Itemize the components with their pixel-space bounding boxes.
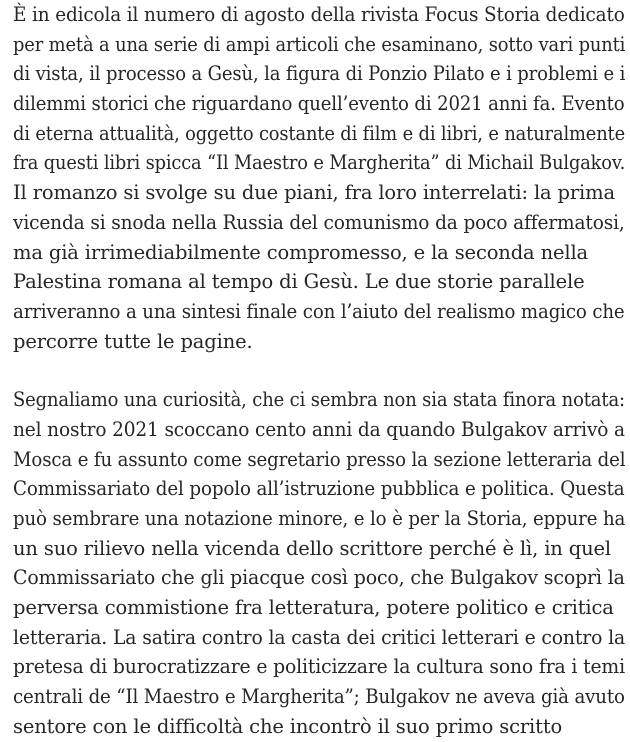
text-line: Palestina romana al tempo di Gesù. Le due storie parallele (13, 270, 585, 294)
text-line: può sembrare una notazione minore, e lo è per la Storia, eppure ha (13, 507, 626, 530)
text-line: sentore con le difficoltà che incontrò il suo primo scritto (13, 714, 563, 738)
text-line: pretesa di burocratizzare e politicizzare la cultura sono fra i temi (13, 655, 625, 679)
text-line: Segnaliamo una curiosità, che ci sembra non sia stata finora notata: (13, 388, 625, 412)
text-line: letteraria. La satira contro la casta dei critici letterari e contro la (13, 625, 626, 649)
text-line: Commissariato che gli piacque così poco, che Bulgakov scoprì la (13, 566, 625, 590)
text-line: di vista, il processo a Gesù, la figura di Ponzio Pilato e i problemi e i (13, 62, 626, 86)
text-line: vicenda si snoda nella Russia del comunismo da poco affermatosi, (13, 210, 625, 234)
text-line: È in edicola il numero di agosto della rivista Focus Storia dedicato (13, 3, 625, 26)
text-line: centrali de “Il Maestro e Margherita”; Bulgakov ne aveva già avuto (13, 685, 625, 709)
text-line: dilemmi storici che riguardano quell’evento di 2021 anni fa. Evento (13, 92, 625, 116)
text-line: un suo rilievo nella vicenda dello scrittore perché è lì, in quel (13, 536, 611, 560)
article-body (13, 0, 625, 742)
paragraph-2 (13, 385, 625, 741)
paragraph-1 (13, 0, 625, 356)
text-line: Mosca e fu assunto come segretario presso la sezione letteraria del (13, 447, 626, 471)
text-line: perversa commistione fra letteratura, potere politico e critica (13, 596, 614, 620)
text-line: di eterna attualità, oggetto costante di film e di libri, e naturalmente (13, 121, 626, 145)
text-line: Il romanzo si svolge su due piani, fra loro interrelati: la prima (13, 181, 615, 205)
text-line: ma già irrimediabilmente compromesso, e la seconda nella (13, 240, 589, 264)
text-line: per metà a una serie di ampi articoli che esaminano, sotto vari punti (13, 32, 626, 56)
text-line: arriveranno a una sintesi finale con l’aiuto del realismo magico che (13, 299, 625, 323)
text-line: percorre tutte le pagine. (13, 329, 253, 353)
text-line: Commissariato del popolo all’istruzione pubblica e politica. Questa (13, 477, 625, 501)
text-line: nel nostro 2021 scoccano cento anni da quando Bulgakov arrivò a (13, 417, 625, 441)
text-line: fra questi libri spicca “Il Maestro e Margherita” di Michail Bulgakov. (13, 151, 626, 175)
